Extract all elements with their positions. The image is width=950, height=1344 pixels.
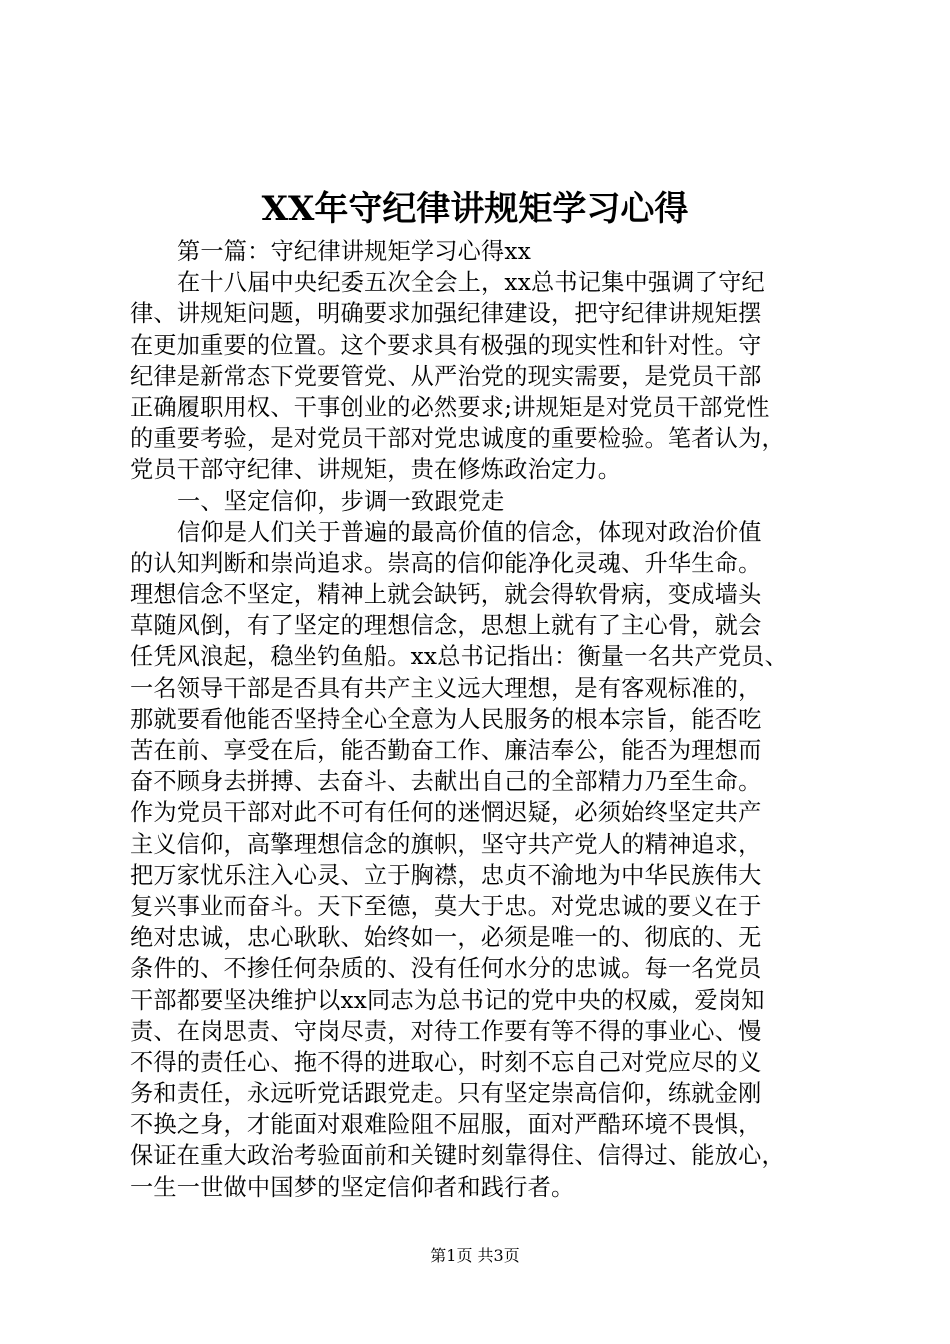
paragraph-line: 任凭风浪起，稳坐钓鱼船。xx总书记指出：衡量一名共产党员、 — [130, 643, 789, 671]
paragraph-line: 责、在岗思责、守岗尽责，对待工作要有等不得的事业心、慢 — [130, 1017, 762, 1045]
paragraph-line: 苦在前、享受在后，能否勤奋工作、廉洁奉公，能否为理想而 — [130, 737, 762, 764]
paragraph-line: 律、讲规矩问题，明确要求加强纪律建设，把守纪律讲规矩摆 — [130, 300, 762, 328]
paragraph-line: 保证在重大政治考验面前和关键时刻靠得住、信得过、能放心， — [130, 1142, 785, 1170]
paragraph-line: 条件的、不掺任何杂质的、没有任何水分的忠诚。每一名党员 — [130, 955, 762, 983]
subsection-heading: 一、坚定信仰，步调一致跟党走 — [177, 487, 505, 515]
document-title: XX年守纪律讲规矩学习心得 — [261, 189, 689, 229]
paragraph-line: 在十八届中央纪委五次全会上，xx总书记集中强调了守纪 — [177, 269, 765, 297]
paragraph-line: 一名领导干部是否具有共产主义远大理想，是有客观标准的， — [130, 674, 762, 702]
paragraph-line: 不得的责任心、拖不得的进取心，时刻不忘自己对党应尽的义 — [130, 1048, 762, 1076]
paragraph-line: 信仰是人们关于普遍的最高价值的信念，体现对政治价值 — [177, 518, 762, 546]
paragraph-line: 绝对忠诚，忠心耿耿、始终如一，必须是唯一的、彻底的、无 — [130, 924, 762, 952]
paragraph-line: 务和责任，永远听党话跟党走。只有坚定崇高信仰，练就金刚 — [130, 1080, 762, 1108]
page-number-footer: 第1页 共3页 — [430, 1246, 520, 1265]
paragraph-line: 草随风倒，有了坚定的理想信念，思想上就有了主心骨，就会 — [130, 612, 762, 640]
paragraph-line: 党员干部守纪律、讲规矩，贵在修炼政治定力。 — [130, 456, 622, 484]
paragraph-line: 干部都要坚决维护以xx同志为总书记的党中央的权威，爱岗知 — [130, 986, 765, 1014]
paragraph-line: 复兴事业而奋斗。天下至德，莫大于忠。对党忠诚的要义在于 — [130, 892, 762, 920]
paragraph-line: 理想信念不坚定，精神上就会缺钙，就会得软骨病，变成墙头 — [130, 581, 762, 609]
paragraph-line: 在更加重要的位置。这个要求具有极强的现实性和针对性。守 — [130, 331, 762, 359]
paragraph-line: 主义信仰，高擎理想信念的旗帜，坚守共产党人的精神追求， — [130, 830, 762, 858]
section-heading: 第一篇：守纪律讲规矩学习心得xx — [177, 238, 531, 265]
paragraph-line: 纪律是新常态下党要管党、从严治党的现实需要，是党员干部 — [130, 362, 762, 390]
paragraph-line: 正确履职用权、干事创业的必然要求;讲规矩是对党员干部党性 — [130, 393, 770, 421]
paragraph-line: 作为党员干部对此不可有任何的迷惘迟疑，必须始终坚定共产 — [130, 799, 762, 827]
paragraph-line: 的认知判断和崇尚追求。崇高的信仰能净化灵魂、升华生命。 — [130, 549, 762, 577]
paragraph-line: 不换之身，才能面对艰难险阻不屈服，面对严酷环境不畏惧， — [130, 1111, 762, 1139]
paragraph-line: 那就要看他能否坚持全心全意为人民服务的根本宗旨，能否吃 — [130, 705, 762, 733]
paragraph-line: 的重要考验，是对党员干部对党忠诚度的重要检验。笔者认为， — [130, 425, 785, 453]
document-body — [130, 236, 855, 1203]
paragraph-line: 奋不顾身去拼搏、去奋斗、去献出自己的全部精力乃至生命。 — [130, 768, 762, 796]
paragraph-line: 把万家忧乐注入心灵、立于胸襟，忠贞不渝地为中华民族伟大 — [130, 861, 762, 889]
paragraph-line: 一生一世做中国梦的坚定信仰者和践行者。 — [130, 1173, 575, 1201]
